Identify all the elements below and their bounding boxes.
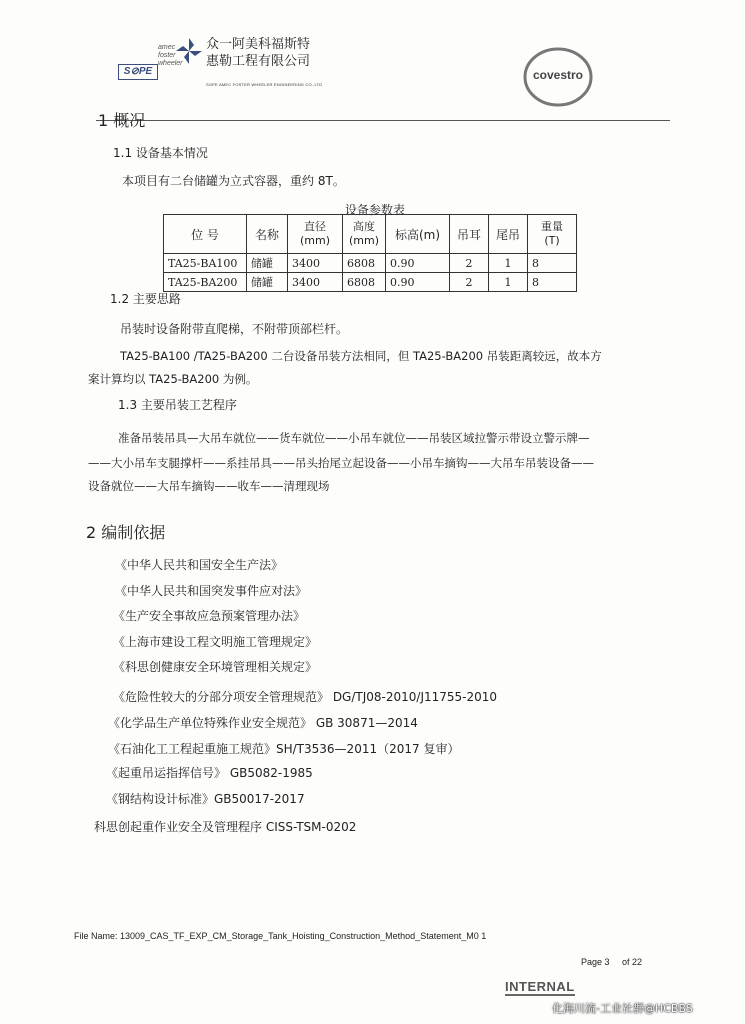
section-1-title: 1 概况: [98, 111, 146, 130]
file-name: File Name: 13009_CAS_TF_EXP_CM_Storage_Tank_Hoisting_Construction_Method_Statement_M0 1: [74, 931, 487, 941]
table-header-cell: 标高(m): [386, 215, 450, 254]
company-logo: [118, 36, 323, 92]
equipment-parameter-table: [163, 214, 577, 292]
section-1-3-title: 1.3 主要吊装工艺程序: [118, 398, 237, 412]
table-header-row: [164, 215, 577, 254]
covestro-logo: covestro: [522, 46, 594, 108]
table-cell: 0.90: [386, 273, 450, 292]
table-cell: 1: [489, 254, 528, 273]
table-cell: 6808: [343, 273, 386, 292]
table-header-cell: 直径 (mm): [288, 215, 343, 254]
table-title: 设备参数表: [345, 203, 406, 217]
section-1-2-text2b: 案计算均以 TA25-BA200 为例。: [88, 372, 258, 386]
section-1-1-title: 1.1 设备基本情况: [113, 146, 208, 160]
table-cell: TA25-BA100: [164, 254, 247, 273]
section-1-2-title: 1.2 主要思路: [110, 292, 181, 306]
reference-item: 《科思创健康安全环境管理相关规定》: [113, 660, 318, 674]
reference-item: 科思创起重作业安全及管理程序 CISS-TSM-0202: [94, 820, 357, 834]
reference-item: 《生产安全事故应急预案管理办法》: [113, 609, 306, 623]
reference-item: 《起重吊运指挥信号》 GB5082-1985: [106, 766, 313, 780]
table-header-cell: 吊耳: [450, 215, 489, 254]
section-1-2-text2a: TA25-BA100 /TA25-BA200 二台设备吊装方法相同，但 TA25-BA200 吊装距离较远，故本方: [120, 349, 602, 363]
sope-logo: S⊘PE: [118, 64, 158, 80]
table-header-cell: 尾吊: [489, 215, 528, 254]
section-2-title: 2 编制依据: [86, 523, 166, 542]
table-header-cell: 重量 (T): [528, 215, 577, 254]
reference-item: 《石油化工工程起重施工规范》SH/T3536—2011（2017 复审）: [108, 742, 460, 756]
table-cell: 8: [528, 254, 577, 273]
table-cell: 3400: [288, 273, 343, 292]
table-header-cell: 位 号: [164, 215, 247, 254]
section-1-1-text: 本项目有二台储罐为立式容器，重约 8T。: [122, 174, 345, 188]
table-cell: 0.90: [386, 254, 450, 273]
classification-stamp: INTERNAL: [505, 979, 575, 994]
table-cell: 2: [450, 254, 489, 273]
table-cell: 储罐: [247, 254, 288, 273]
page-total: of 22: [622, 957, 643, 967]
table-cell: 3400: [288, 254, 343, 273]
table-cell: 2: [450, 273, 489, 292]
table-cell: TA25-BA200: [164, 273, 247, 292]
section-1-3-line1: 准备吊装吊具—大吊车就位——货车就位——小吊车就位——吊装区域拉警示带设立警示牌—: [118, 431, 590, 445]
table-cell: 8: [528, 273, 577, 292]
amec-foster-wheeler-logo: amec foster wheeler: [158, 44, 183, 67]
table-cell: 储罐: [247, 273, 288, 292]
reference-item: 《中华人民共和国突发事件应对法》: [115, 584, 308, 598]
company-name-cn: 众一阿美科福斯特 惠勒工程有限公司: [206, 37, 311, 69]
table-row: [164, 254, 577, 273]
reference-item: 《危险性较大的分部分项安全管理规范》 DG/TJ08-2010/J11755-2010: [113, 690, 498, 704]
table-header-cell: 名称: [247, 215, 288, 254]
page-number: Page 3: [581, 957, 610, 967]
company-name-en: SOPE AMEC FOSTER WHEELER ENGINEERING CO.,LTD: [206, 82, 323, 87]
section-1-3-line2: ——大小吊车支腿撑杆——系挂吊具——吊头抬尾立起设备——小吊车摘钩——大吊车吊装设备——: [88, 456, 594, 470]
reference-item: 《化学品生产单位特殊作业安全规范》 GB 30871—2014: [108, 716, 418, 730]
section-1-3-line3: 设备就位——大吊车摘钩——收车——清理现场: [88, 479, 330, 493]
table-header-cell: 高度 (mm): [343, 215, 386, 254]
reference-item: 《钢结构设计标准》GB50017-2017: [106, 792, 305, 806]
header-divider: [96, 120, 670, 121]
reference-item: 《上海市建设工程文明施工管理规定》: [113, 635, 318, 649]
table-cell: 1: [489, 273, 528, 292]
reference-item: 《中华人民共和国安全生产法》: [115, 558, 284, 572]
watermark: 化海川流-工业社群@HCBBS: [552, 1002, 693, 1015]
table-cell: 6808: [343, 254, 386, 273]
table-row: [164, 273, 577, 292]
section-1-2-text1: 吊装时设备附带直爬梯，不附带顶部栏杆。: [120, 322, 349, 336]
